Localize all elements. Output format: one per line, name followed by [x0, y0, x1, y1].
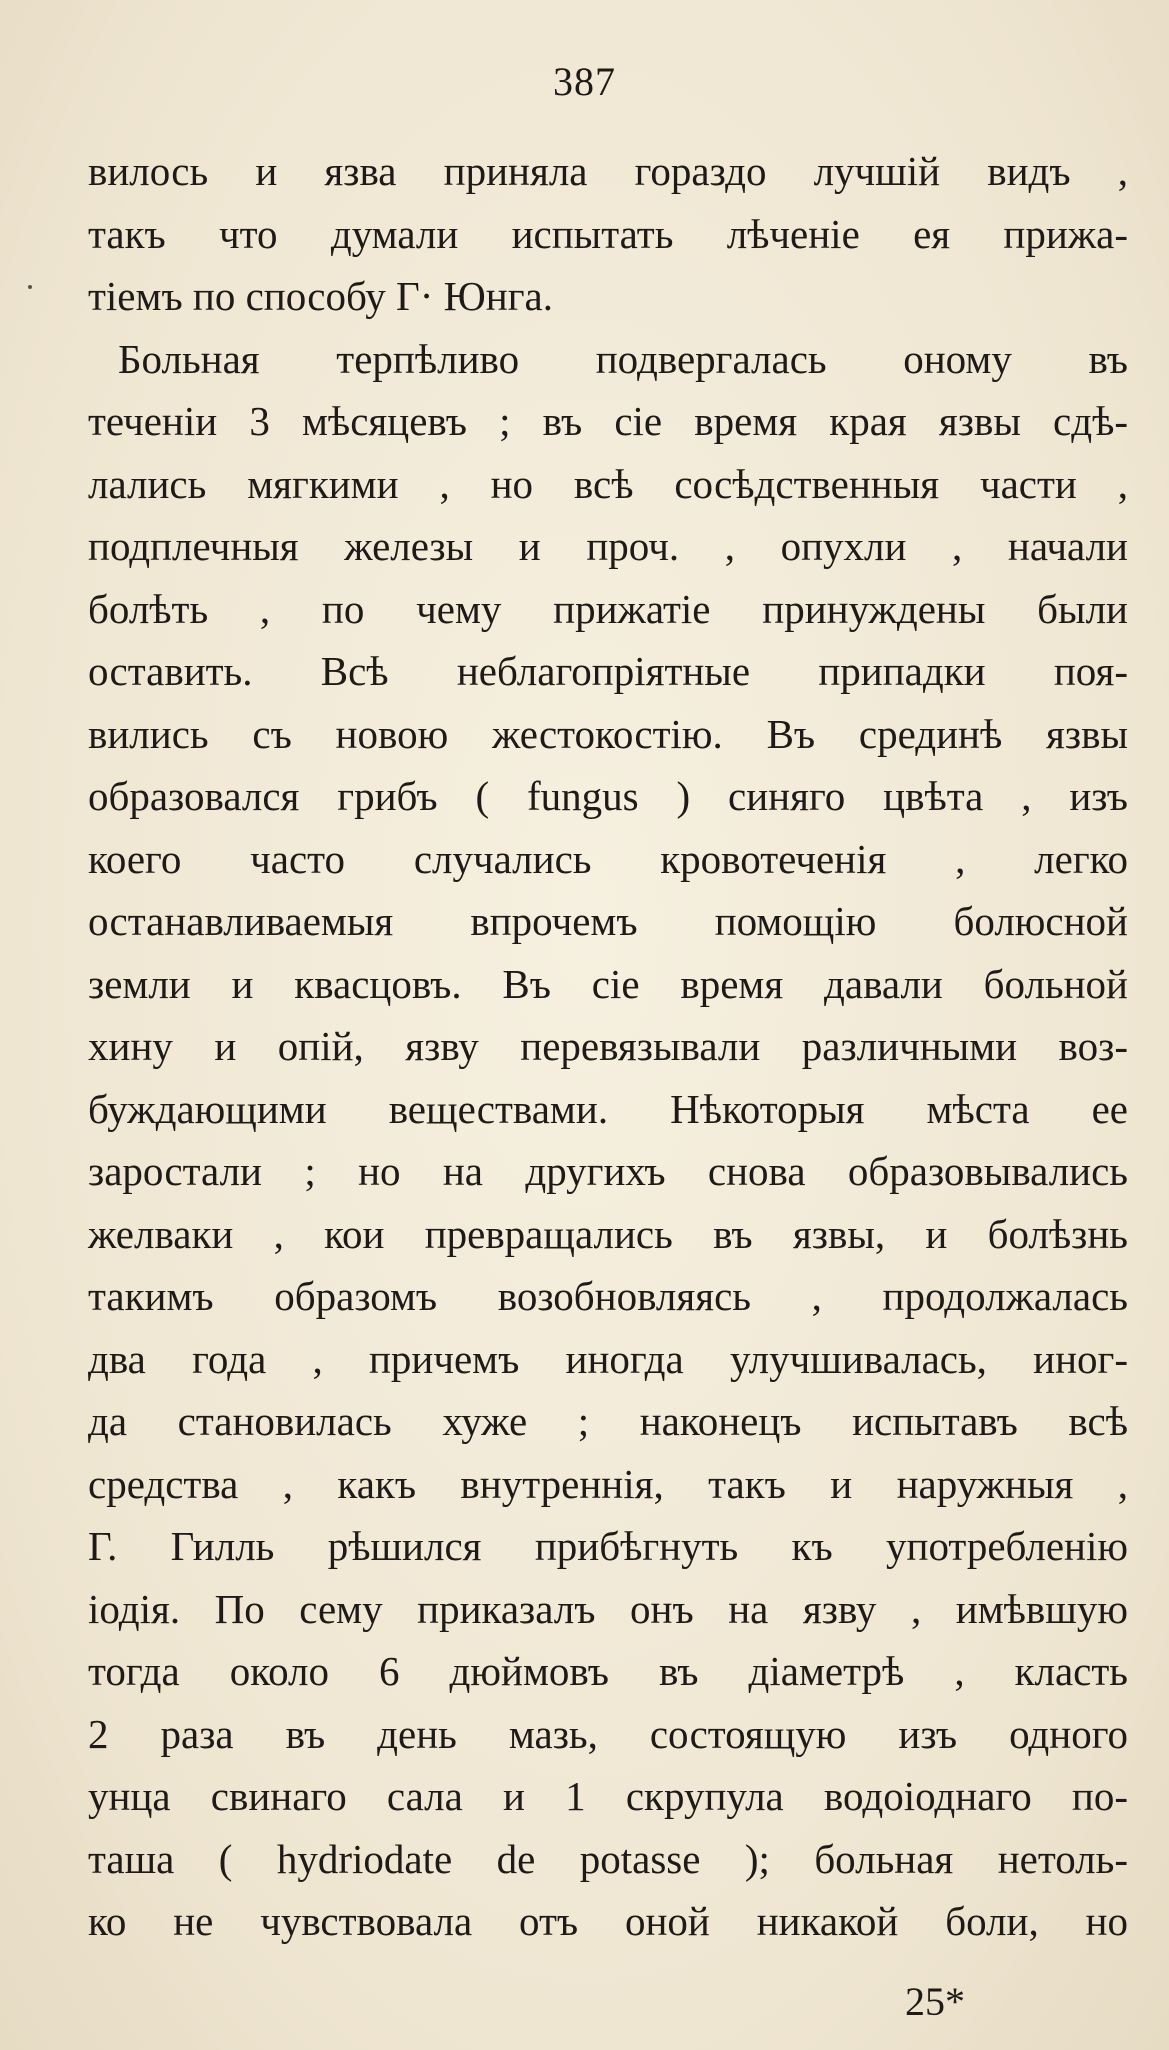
text-line: останавливаемыя впрочемъ помощію болюсной: [88, 898, 1128, 944]
text-line: ко не чувствовала отъ оной никакой боли, но: [88, 1898, 1128, 1944]
text-line: оставить. Всѣ неблагопріятные припадки поя-: [88, 648, 1128, 694]
text-line: болѣть , по чему прижатіе принуждены были: [88, 585, 1128, 632]
text-line: земли и квасцовъ. Въ сіе время давали больной: [88, 960, 1128, 1007]
text-line: іодія. По сему приказалъ онъ на язву , имѣвшую: [88, 1585, 1128, 1632]
text-line: желваки , кои превращались въ язвы, и болѣзнь: [88, 1210, 1128, 1257]
text-line: заростали ; но на другихъ снова образовывались: [88, 1148, 1128, 1194]
text-line: теченіи 3 мѣсяцевъ ; въ сіе время края язвы сдѣ-: [88, 398, 1128, 444]
text-line: вились съ новою жестокостію. Въ срединѣ язвы: [88, 710, 1128, 757]
text-line: такимъ образомъ возобновляясь , продолжалась: [88, 1273, 1128, 1319]
text-line: буждающими веществами. Нѣкоторыя мѣста ее: [88, 1085, 1128, 1132]
text-line: тіемъ по способу Г· Юнга.: [88, 273, 553, 319]
text-line: 2 раза въ день мазь, состоящую изъ одного: [88, 1710, 1128, 1757]
page-number: 387: [553, 59, 616, 104]
text-line: средства , какъ внутреннія, такъ и наружныя ,: [88, 1460, 1128, 1507]
text-line: лались мягкими , но всѣ сосѣдственныя части ,: [88, 460, 1128, 507]
text-line: вилось и язва приняла гораздо лучшій видъ ,: [88, 148, 1128, 194]
text-line: подплечныя железы и проч. , опухли , начали: [88, 523, 1128, 569]
text-line: да становилась хуже ; наконецъ испытавъ всѣ: [88, 1398, 1128, 1444]
signature-mark: 25*: [905, 1979, 965, 2024]
text-line: Больная терпѣливо подвергалась оному въ: [118, 335, 1128, 382]
text-line: коего часто случались кровотеченія , легко: [88, 835, 1128, 882]
text-line: таша ( hydriodate de potasse ); больная нетоль-: [88, 1835, 1128, 1882]
text-line: хину и опій, язву перевязывали различными воз-: [88, 1023, 1128, 1069]
text-line: Г. Гилль рѣшился прибѣгнуть къ употребленію: [88, 1523, 1128, 1569]
text-line: образовался грибъ ( fungus ) синяго цвѣта , изъ: [88, 773, 1128, 819]
text-line: унца свинаго сала и 1 скрупула водоіоднаго по-: [88, 1773, 1128, 1819]
text-line: два года , причемъ иногда улучшивалась, иног-: [88, 1335, 1128, 1382]
margin-mark: [28, 285, 32, 289]
body-text: [88, 140, 1128, 1953]
text-line: такъ что думали испытать лѣченіе ея прижа-: [88, 210, 1128, 257]
text-line: тогда около 6 дюймовъ въ діаметрѣ , класть: [88, 1648, 1128, 1694]
